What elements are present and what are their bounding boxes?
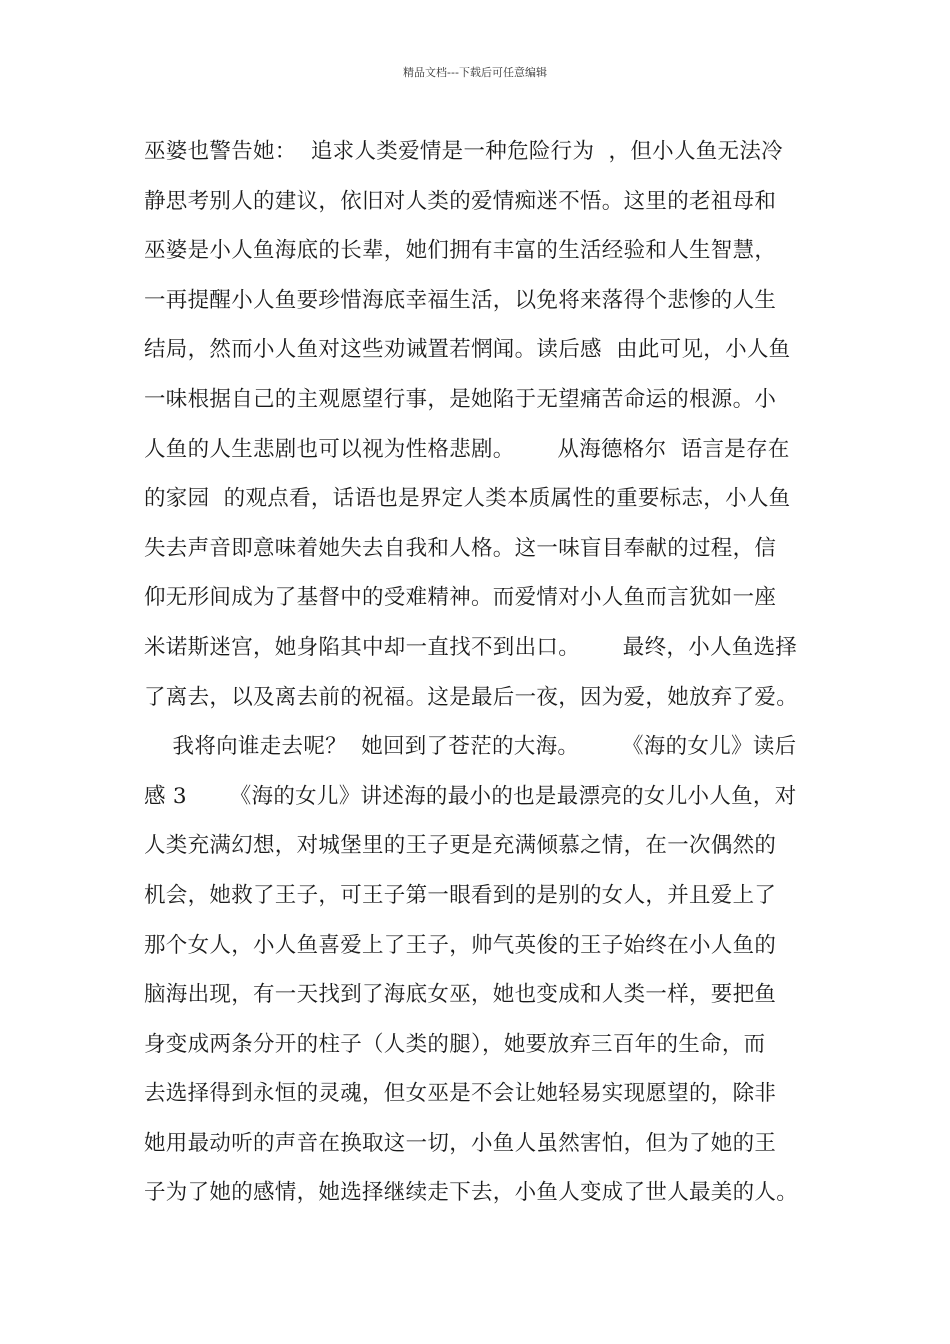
- text-line: 巫婆是小人鱼海底的长辈，她们拥有丰富的生活经验和人生智慧，: [144, 238, 777, 264]
- text-line: 仰无形间成为了基督中的受难精神。而爱情对小人鱼而言犹如一座: [144, 585, 777, 611]
- text-line: 人鱼的人生悲剧也可以视为性格悲剧。 从海德格尔 语言是存在: [144, 436, 790, 462]
- text-line: 结局，然而小人鱼对这些劝诫置若惘闻。读后感 由此可见，小人鱼: [144, 337, 791, 363]
- text-line: 静思考别人的建议，依旧对人类的爱情痴迷不悟。这里的老祖母和: [144, 188, 777, 214]
- text-line: 那个女人，小人鱼喜爱上了王子，帅气英俊的王子始终在小人鱼的: [144, 932, 777, 958]
- body-text: [144, 127, 834, 1218]
- text-line: 子为了她的感情，她选择继续走下去，小鱼人变成了世人最美的人。: [144, 1180, 799, 1206]
- text-line: 去选择得到永恒的灵魂，但女巫是不会让她轻易实现愿望的，除非: [144, 1081, 777, 1107]
- text-line: 一再提醒小人鱼要珍惜海底幸福生活，以免将来落得个悲惨的人生: [144, 287, 777, 313]
- text-line: 感 3 《海的女儿》讲述海的最小的也是最漂亮的女儿小人鱼，对: [144, 783, 797, 809]
- text-line: 脑海出现，有一天找到了海底女巫，她也变成和人类一样，要把鱼: [144, 982, 777, 1008]
- text-line: 米诺斯迷宫，她身陷其中却一直找不到出口。 最终，小人鱼选择: [144, 634, 798, 660]
- text-line: 人类充满幻想，对城堡里的王子更是充满倾慕之情，在一次偶然的: [144, 833, 777, 859]
- text-line: 失去声音即意味着她失去自我和人格。这一味盲目奉献的过程，信: [144, 535, 777, 561]
- text-line: 的家园 的观点看，话语也是界定人类本质属性的重要标志，小人鱼: [144, 486, 791, 512]
- text-line: 她用最动听的声音在换取这一切，小鱼人虽然害怕，但为了她的王: [144, 1130, 777, 1156]
- text-line: 身变成两条分开的柱子（人类的腿），她要放弃三百年的生命，而: [144, 1031, 766, 1057]
- text-line: 机会，她救了王子，可王子第一眼看到的是别的女人，并且爱上了: [144, 882, 777, 908]
- text-line: 巫婆也警告她： 追求人类爱情是一种危险行为 ，但小人鱼无法冷: [144, 139, 783, 164]
- page-header: 精品文档---下载后可任意编辑: [403, 66, 547, 79]
- text-line: 了离去，以及离去前的祝福。这是最后一夜，因为爱，她放弃了爱。: [144, 684, 799, 710]
- text-line: 我将向谁走去呢？ 她回到了苍茫的大海。 《海的女儿》读后: [144, 734, 797, 760]
- text-line: 一味根据自己的主观愿望行事，是她陷于无望痛苦命运的根源。小: [144, 386, 777, 412]
